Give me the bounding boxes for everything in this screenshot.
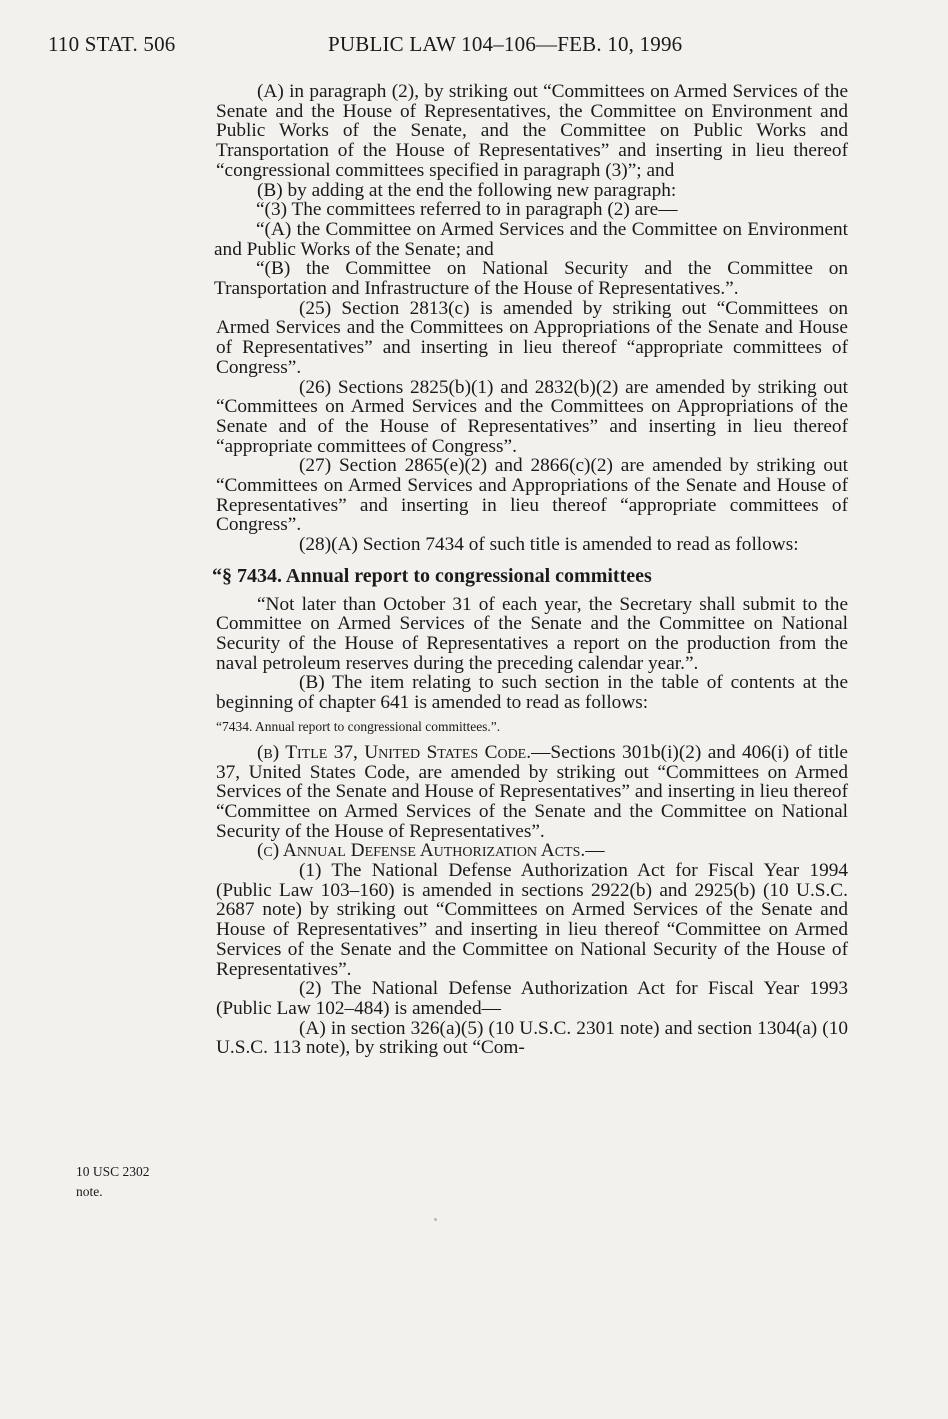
subsection-c-dash: — [585,840,605,862]
subsection-b-text: —Sections 301b(i)(2) and 406(i) of title 37, United States Code, are amended by striking out “Committees on Armed Services of the Senate and House of Representatives” and inserting in lieu thereof “Committee on Armed Services of the Senate and the Committee on National Security of the House of Representatives”. [216,741,848,842]
subsection-b-title-37 [216,743,848,842]
statute-page-reference: 110 STAT. 506 [48,32,176,56]
margin-note-citation: 10 USC 2302 [76,1164,150,1179]
paragraph-28a: (28)(A) Section 7434 of such title is amended to read as follows: [299,534,799,556]
paragraph-27: (27) Section 2865(e)(2) and 2866(c)(2) are amended by striking out “Committees on Armed Services and Appropriations of the Senate and House of Representatives” and inserting in lieu thereof “appropriate committees of Congress”. [216,455,848,536]
paragraph-3-committees: “(3) The committees referred to in paragraph (2) are— [256,199,678,221]
paragraph-c2-fy1993: (2) The National Defense Authorization Act for Fiscal Year 1993 (Public Law 102–484) is amended— [216,978,848,1019]
paragraph-26: (26) Sections 2825(b)(1) and 2832(b)(2) are amended by striking out “Committees on Armed Services and the Committees on Appropriations of the Senate and of the House of Representatives” and inserting in lieu thereof “appropriate committees of Congress”. [216,376,848,457]
table-of-contents-item: “7434. Annual report to congressional committees.”. [216,718,501,734]
section-7434-heading: “§ 7434. Annual report to congressional committees [212,564,652,587]
paragraph-b-adding: (B) by adding at the end the following new paragraph: [257,179,677,201]
paragraph-25: (25) Section 2813(c) is amended by striking out “Committees on Armed Services and the Committees on Appropriations of the Senate and House of Representatives” and inserting in lieu thereof “appropriate committees of Congress”. [216,297,848,378]
subsection-c-heading: (c) Annual Defense Authorization Acts. [257,840,586,862]
paragraph-28b: (B) The item relating to such section in the table of contents at the beginning of chapter 641 is amended to read as follows: [216,672,848,714]
margin-note-suffix: note. [76,1184,103,1199]
paragraph-c2a-section-326: (A) in section 326(a)(5) (10 U.S.C. 2301 note) and section 1304(a) (10 U.S.C. 113 note), by striking out “Com- [216,1017,848,1059]
margin-note [76,1162,186,1202]
paragraph-3a-senate-committees: “(A) the Committee on Armed Services and the Committee on Environment and Public Works of the Senate; and [214,218,848,260]
paragraph-c1-fy1994: (1) The National Defense Authorization Act for Fiscal Year 1994 (Public Law 103–160) is amended in sections 2922(b) and 2925(b) (10 U.S.C. 2687 note) by striking out “Committees on Armed Services of the Senate and House of Representatives” and inserting in lieu thereof “Committee on Armed Services of the Senate and the Committee on National Security of the House of Representatives”. [216,860,848,980]
subsection-c-annual-acts [216,841,848,861]
scan-speck [434,1218,437,1221]
paragraph-a-striking: (A) in paragraph (2), by striking out “Committees on Armed Services of the Senate and the House of Representatives, the Committee on Environment and Public Works of the Senate, and the Committee on Public Works and Transportation of the House of Representatives” and inserting in lieu thereof “congressional committees specified in paragraph (3)”; and [216,81,848,181]
public-law-reference: PUBLIC LAW 104–106—FEB. 10, 1996 [328,32,683,56]
section-7434-text: “Not later than October 31 of each year, the Secretary shall submit to the Committee on Armed Services of the Senate and the Committee on National Security of the House of Representatives a report on the production from the naval petroleum reserves during the preceding calendar year.”. [216,593,848,674]
paragraph-3b-house-committees: “(B) the Committee on National Security and the Committee on Transportation and Infrastructure of the House of Representatives.”. [214,258,848,300]
subsection-b-heading: (b) Title 37, United States Code. [257,741,532,763]
statute-body [212,81,848,1059]
